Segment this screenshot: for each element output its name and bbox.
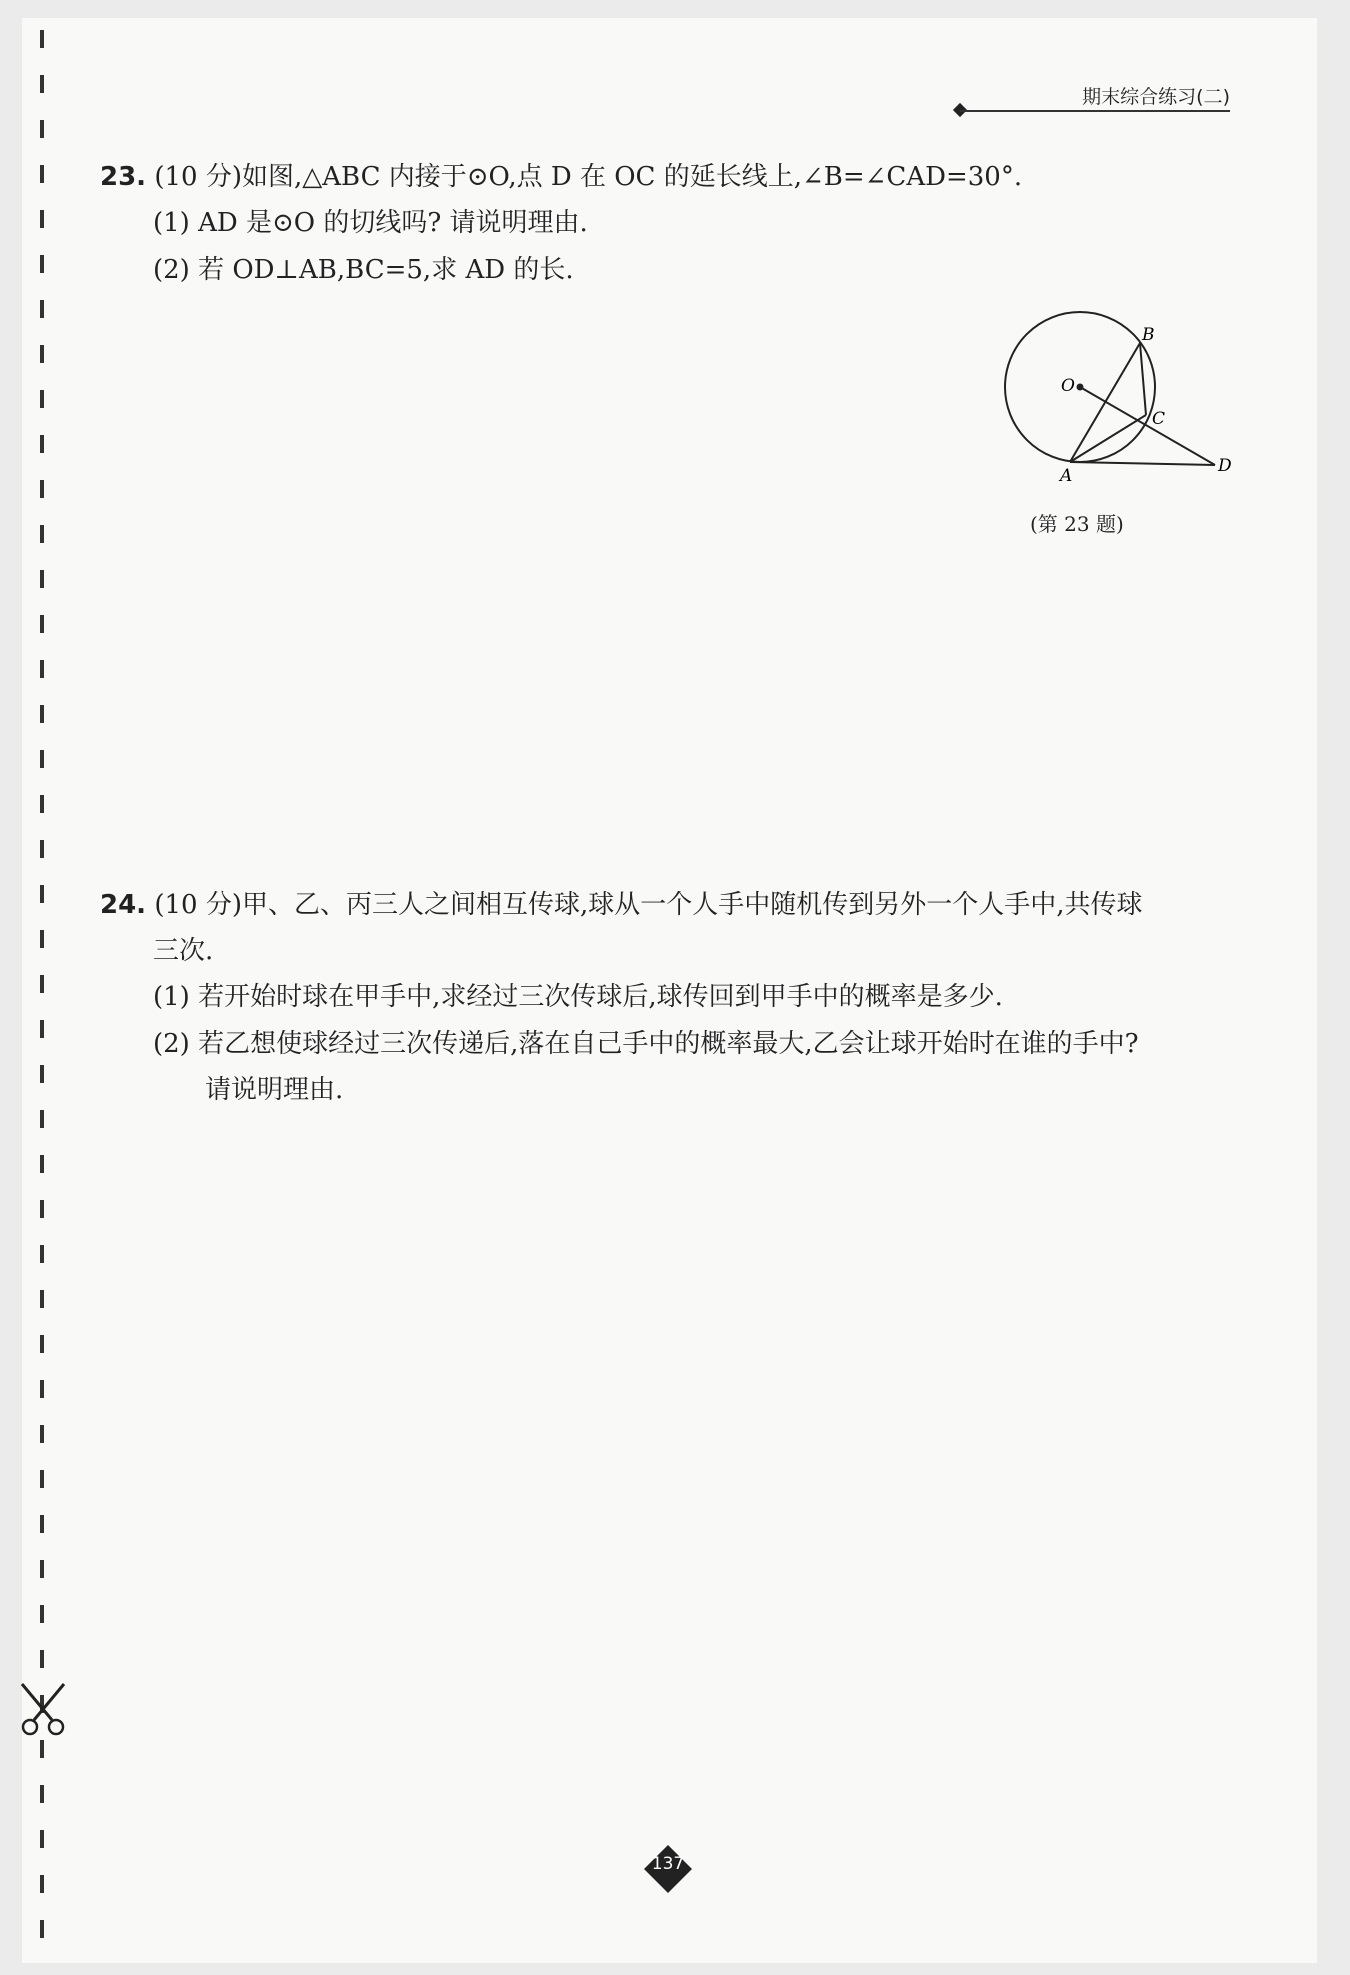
q24-stem-cont: 三次. <box>153 936 214 966</box>
label-a: A <box>1060 466 1073 486</box>
page-number: 137 <box>651 1854 685 1874</box>
segment-bc <box>1140 343 1146 415</box>
header-rule <box>960 110 1230 112</box>
segment-od <box>1080 387 1215 465</box>
label-o: O <box>1061 376 1075 396</box>
q24-part1: (1) 若开始时球在甲手中,求经过三次传球后,球传回到甲手中的概率是多少. <box>153 982 1003 1012</box>
q23-stem: (10 分)如图,△ABC 内接于⊙O,点 D 在 OC 的延长线上,∠B=∠CAD=30°. <box>154 162 1023 192</box>
q23-figure-caption: (第 23 题) <box>1030 512 1124 536</box>
q24-part2: (2) 若乙想使球经过三次传递后,落在自己手中的概率最大,乙会让球开始时在谁的手中? <box>153 1029 1139 1059</box>
cut-line <box>40 30 44 1950</box>
q24-stem: (10 分)甲、乙、丙三人之间相互传球,球从一个人手中随机传到另外一个人手中,共传球 <box>154 890 1143 920</box>
scissors-icon <box>18 1680 70 1738</box>
q24-number: 24. <box>100 890 147 920</box>
q23-number: 23. <box>100 162 147 192</box>
q23-stem-line <box>100 160 1022 194</box>
header-title: 期末综合练习(二) <box>1082 86 1230 108</box>
q24-stem-line <box>100 888 1143 922</box>
q23-part2: (2) 若 OD⊥AB,BC=5,求 AD 的长. <box>153 255 574 285</box>
label-b: B <box>1142 325 1155 345</box>
label-c: C <box>1152 409 1166 429</box>
q24-part2-cont: 请说明理由. <box>205 1075 344 1105</box>
segment-ad <box>1070 462 1215 465</box>
label-d: D <box>1218 456 1232 476</box>
q23-figure <box>990 300 1250 490</box>
q23-part1: (1) AD 是⊙O 的切线吗? 请说明理由. <box>153 208 588 238</box>
